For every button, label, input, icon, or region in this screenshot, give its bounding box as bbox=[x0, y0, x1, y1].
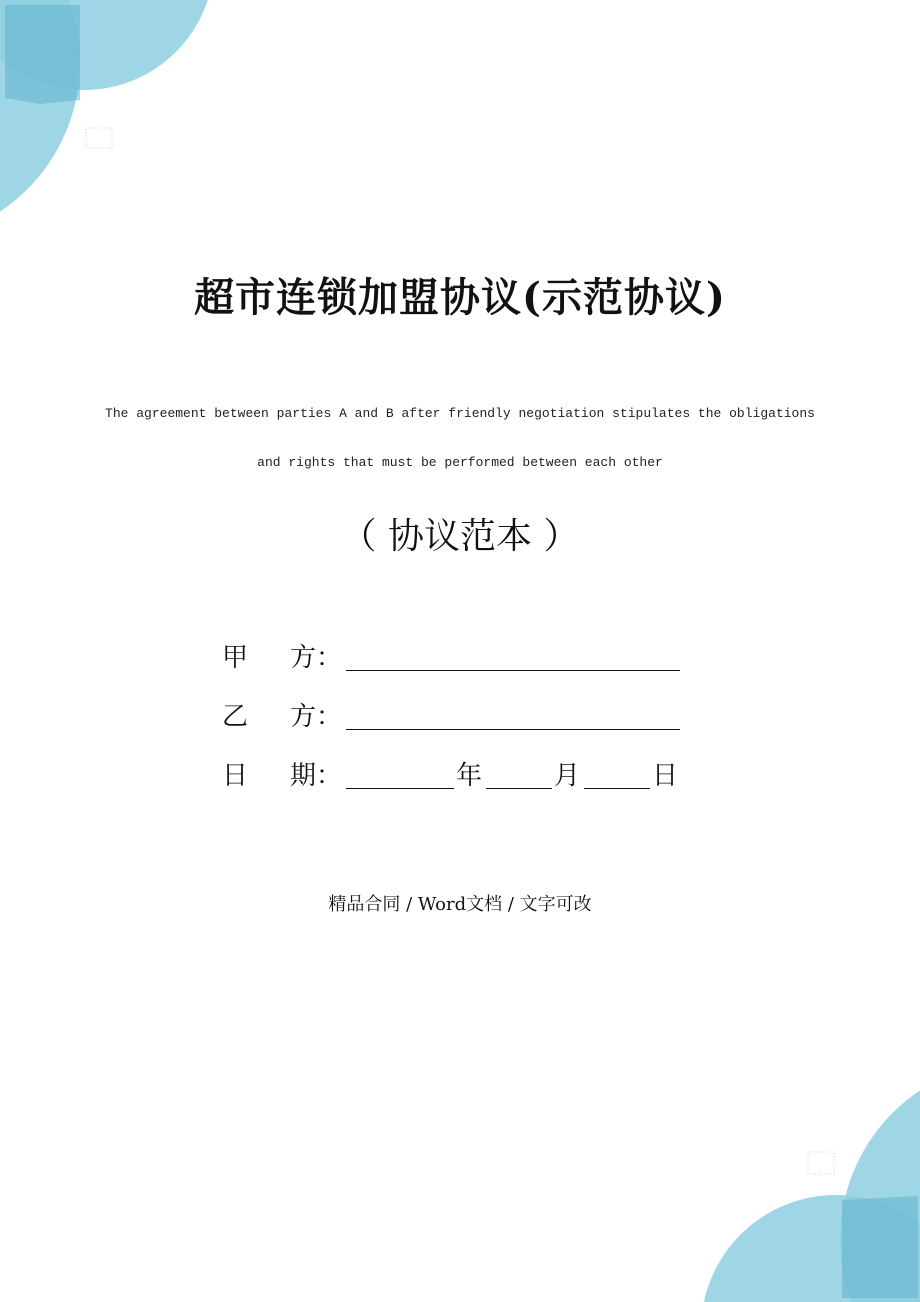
top-left-circle-small bbox=[0, 0, 214, 90]
top-left-dotted-box bbox=[86, 128, 112, 148]
party-b-label bbox=[222, 697, 342, 737]
date-label-char-1: 日 bbox=[222, 761, 249, 791]
bottom-right-dotted-box bbox=[808, 1152, 834, 1174]
date-label bbox=[222, 756, 342, 796]
party-b-label-char-2: 方： bbox=[289, 702, 342, 732]
document-subtitle: （ 协议范本 ） bbox=[340, 516, 580, 557]
date-year-unit: 年 bbox=[456, 761, 483, 791]
date-month-unit: 月 bbox=[554, 761, 581, 791]
party-a-label-char-1: 甲 bbox=[222, 643, 249, 673]
party-a-label-char-2: 方： bbox=[289, 643, 342, 673]
top-left-circle-large bbox=[0, 0, 80, 242]
party-b-label-char-1: 乙 bbox=[222, 702, 249, 732]
party-b-blank-line[interactable] bbox=[346, 729, 680, 730]
date-label-char-2: 期： bbox=[289, 761, 342, 791]
top-left-decoration bbox=[0, 0, 214, 242]
bottom-right-circle-small bbox=[701, 1195, 920, 1302]
date-day-blank-line[interactable] bbox=[584, 788, 650, 789]
date-month-blank-line[interactable] bbox=[486, 788, 552, 789]
bottom-right-circle-large bbox=[840, 1060, 920, 1302]
document-footer: 精品合同 / Word文档 / 文字可改 bbox=[328, 894, 592, 915]
english-description-line-2: and rights that must be performed between each other bbox=[257, 455, 663, 470]
party-a-blank-line[interactable] bbox=[346, 670, 680, 671]
date-year-blank-line[interactable] bbox=[346, 788, 454, 789]
top-left-overlap bbox=[5, 5, 80, 104]
english-description-line-1: The agreement between parties A and B after friendly negotiation stipulates the obligations bbox=[105, 406, 815, 421]
document-title: 超市连锁加盟协议(示范协议) bbox=[194, 274, 726, 321]
date-day-unit: 日 bbox=[652, 761, 679, 791]
party-a-label bbox=[222, 638, 342, 678]
bottom-right-overlap bbox=[842, 1196, 918, 1298]
bottom-right-decoration bbox=[701, 1060, 920, 1302]
